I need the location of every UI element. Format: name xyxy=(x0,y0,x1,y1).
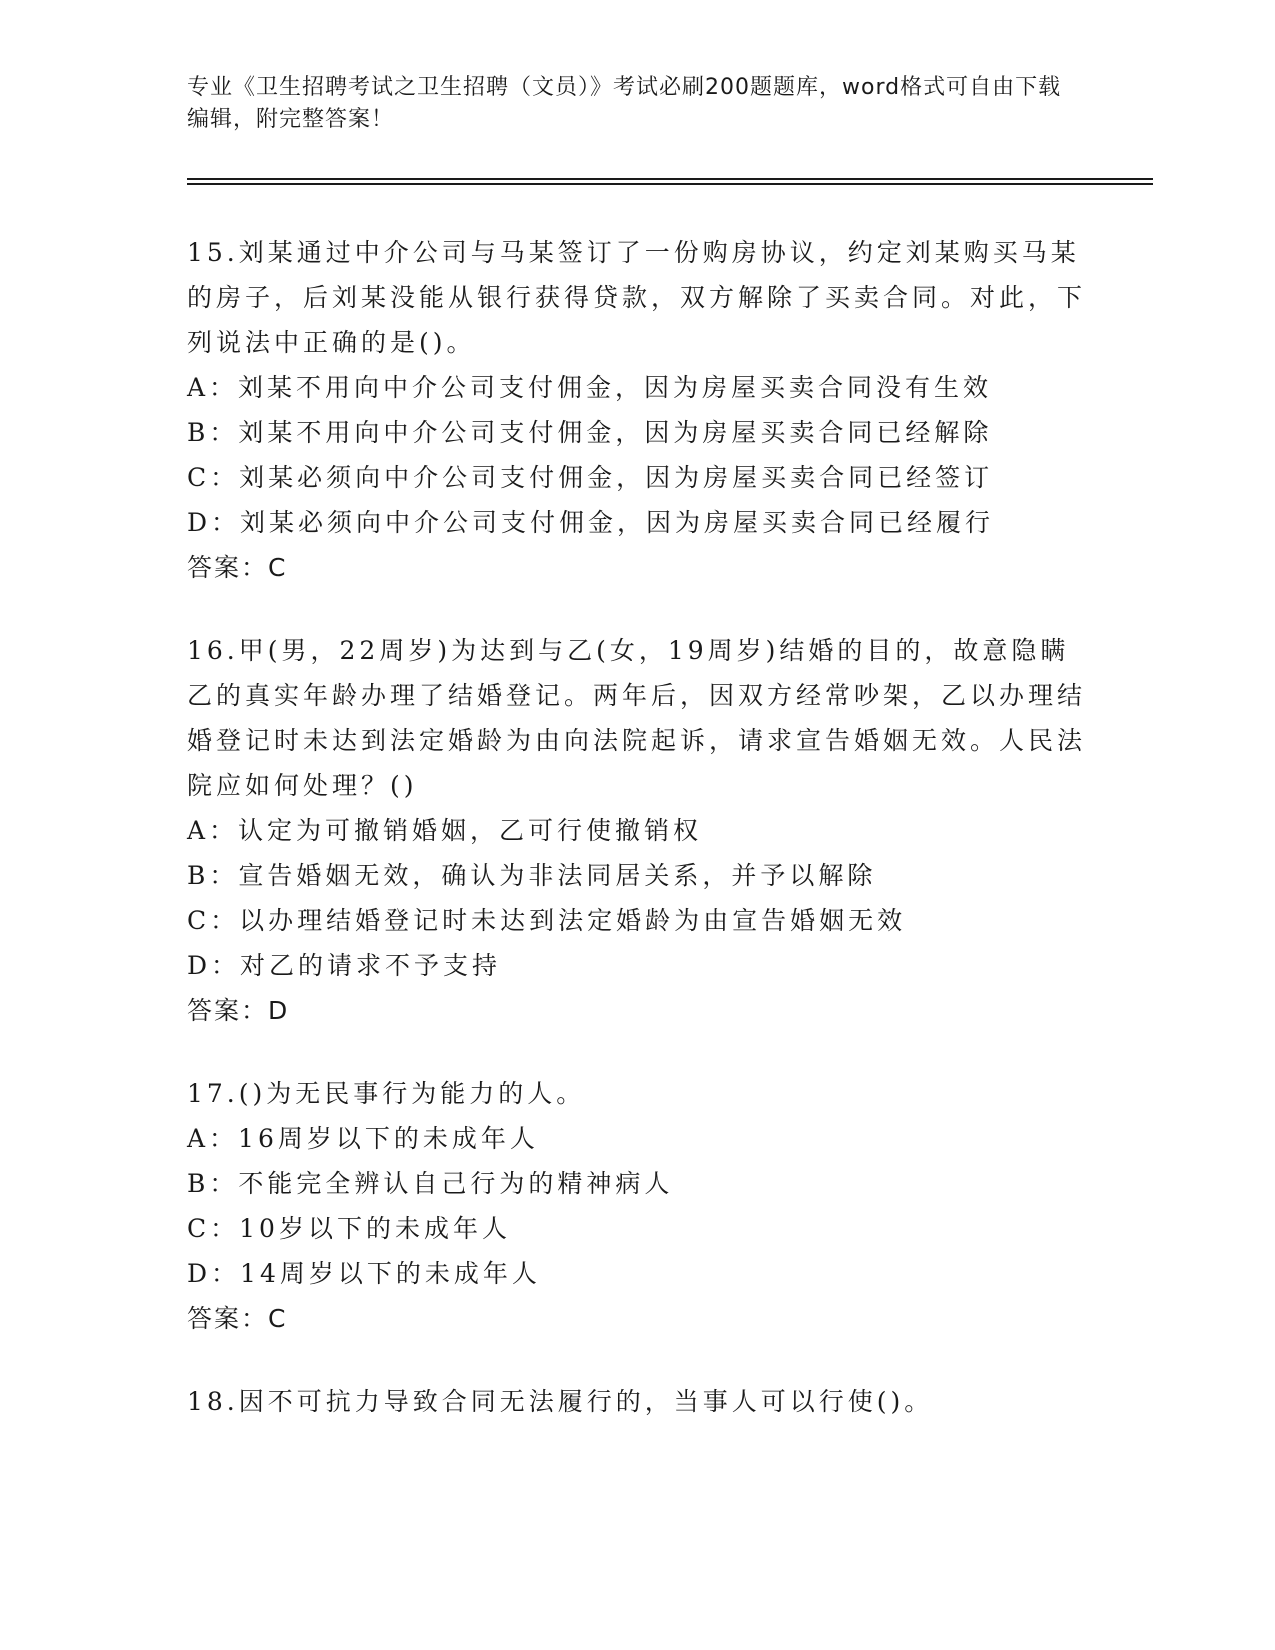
question-18 xyxy=(187,1379,1087,1424)
option-a: A：刘某不用向中介公司支付佣金，因为房屋买卖合同没有生效 xyxy=(187,373,993,402)
answer-text: 答案：D xyxy=(187,996,290,1025)
option-b: B：不能完全辨认自己行为的精神病人 xyxy=(187,1169,674,1198)
option-a: A：16周岁以下的未成年人 xyxy=(187,1124,539,1153)
answer-text: 答案：C xyxy=(187,553,288,582)
option-a: A：认定为可撤销婚姻，乙可行使撤销权 xyxy=(187,816,703,845)
option-d: D：对乙的请求不予支持 xyxy=(187,951,502,980)
option-c: C：以办理结婚登记时未达到法定婚龄为由宣告婚姻无效 xyxy=(187,906,907,935)
question-list xyxy=(187,230,1087,1462)
question-16 xyxy=(187,628,1087,1033)
option-c: C：刘某必须向中介公司支付佣金，因为房屋买卖合同已经签订 xyxy=(187,463,994,492)
option-b: B：宣告婚姻无效，确认为非法同居关系，并予以解除 xyxy=(187,861,877,890)
option-d: D：14周岁以下的未成年人 xyxy=(187,1259,541,1288)
question-15 xyxy=(187,230,1087,590)
question-17 xyxy=(187,1071,1087,1341)
option-d: D：刘某必须向中介公司支付佣金，因为房屋买卖合同已经履行 xyxy=(187,508,995,537)
question-stem: 15.刘某通过中介公司与马某签订了一份购房协议，约定刘某购买马某的房子，后刘某没能从银行获得贷款，双方解除了买卖合同。对此，下列说法中正确的是()。 xyxy=(187,238,1087,357)
option-c: C：10岁以下的未成年人 xyxy=(187,1214,511,1243)
option-b: B：刘某不用向中介公司支付佣金，因为房屋买卖合同已经解除 xyxy=(187,418,993,447)
header-rule-bottom xyxy=(187,183,1153,185)
question-stem: 18.因不可抗力导致合同无法履行的，当事人可以行使()。 xyxy=(187,1387,934,1416)
document-header: 专业《卫生招聘考试之卫生招聘（文员）》考试必刷200题题库，word格式可自由下载编辑，附完整答案！ xyxy=(187,75,1062,132)
question-stem: 17.()为无民事行为能力的人。 xyxy=(187,1079,586,1108)
header-rule-top xyxy=(187,178,1153,180)
question-stem: 16.甲(男，22周岁)为达到与乙(女，19周岁)结婚的目的，故意隐瞒乙的真实年龄办理了结婚登记。两年后，因双方经常吵架，乙以办理结婚登记时未达到法定婚龄为由向法院起诉，请求宣告婚姻无效。人民法院应如何处理？() xyxy=(187,636,1087,800)
answer-text: 答案：C xyxy=(187,1304,288,1333)
